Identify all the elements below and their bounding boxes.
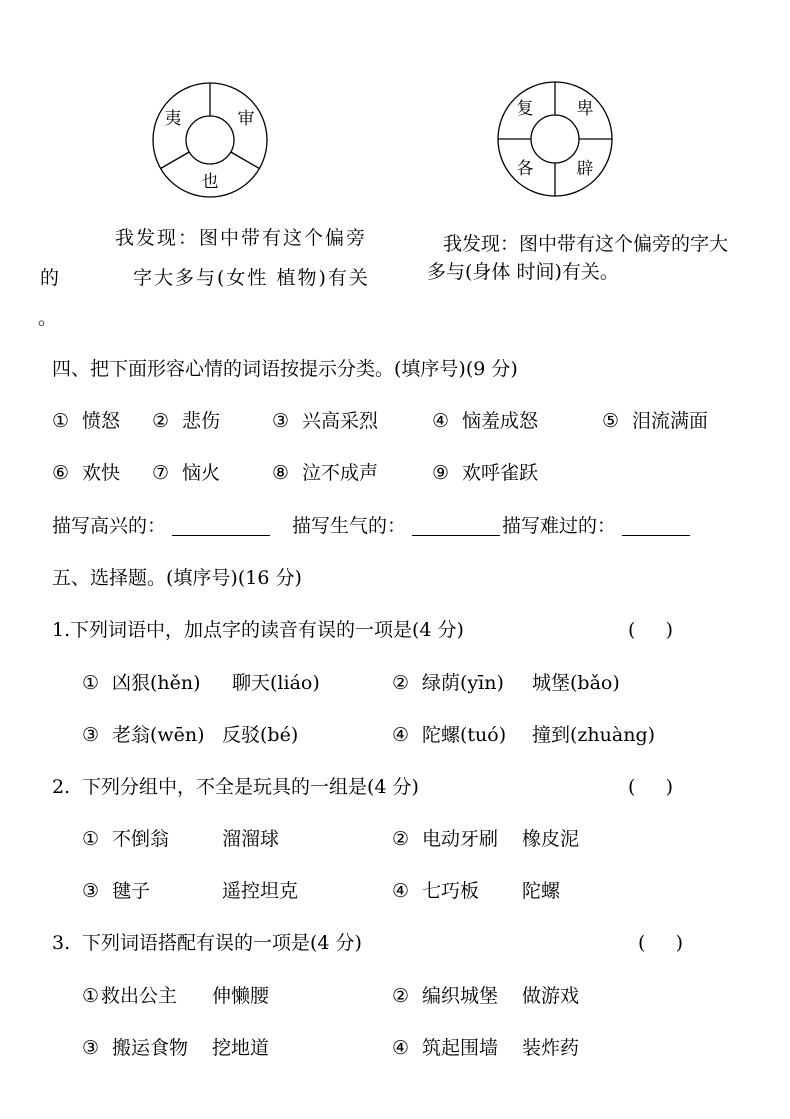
radical-wheel-right xyxy=(490,74,620,204)
word-num: ④ xyxy=(432,410,450,432)
option-word-b: 反驳(bé) xyxy=(222,724,299,746)
option-word-b: 溜溜球 xyxy=(222,828,280,850)
word-text: 悲伤 xyxy=(182,410,221,432)
option-num: ② xyxy=(392,828,410,850)
finding-left-line2-prefix: 的 xyxy=(40,267,60,289)
option-word-b: 遥控坦克 xyxy=(222,880,299,902)
wheel-right-inner-circle xyxy=(531,115,579,163)
question-number: 2. xyxy=(52,776,71,798)
wheel-left-inner-circle xyxy=(186,116,234,164)
option-word-a: 搬运食物 xyxy=(112,1037,189,1059)
option-num: ① xyxy=(82,985,100,1007)
word-text: 兴高采烈 xyxy=(302,410,379,432)
finding-right-line1: 我发现：图中带有这个偏旁的字大 xyxy=(443,233,729,255)
finding-right-line2: 多与(身体 时间)有关。 xyxy=(427,261,619,283)
word-text: 泣不成声 xyxy=(302,462,379,484)
option-word-a: 绿荫(yīn) xyxy=(422,672,504,694)
option-word-b: 橡皮泥 xyxy=(522,828,580,850)
word-text: 恼羞成怒 xyxy=(462,410,539,432)
option-num: ③ xyxy=(82,880,100,902)
question-number: 3. xyxy=(52,932,71,954)
option-word-b: 伸懒腰 xyxy=(212,985,270,1007)
word-text: 恼火 xyxy=(182,462,221,484)
wheel-left-spoke-lower-right xyxy=(231,152,260,169)
question-stem: 下列分组中，不全是玩具的一组是(4 分) xyxy=(82,776,419,798)
wheel-right-char-1: 复 xyxy=(516,99,534,119)
word-text: 愤怒 xyxy=(82,410,121,432)
wheel-right-char-4: 辟 xyxy=(576,159,594,179)
word-text: 泪流满面 xyxy=(632,410,709,432)
option-num: ④ xyxy=(392,1037,410,1059)
option-word-a: 救出公主 xyxy=(101,985,178,1007)
option-word-a: 凶狠(hěn) xyxy=(112,672,201,694)
word-num: ① xyxy=(52,410,70,432)
option-word-a: 老翁(wēn) xyxy=(112,724,205,746)
finding-left-line2: 字大多与(女性 植物)有关 xyxy=(133,267,370,289)
wheel-left-char-3: 也 xyxy=(201,172,219,192)
answer-blank-sad xyxy=(622,535,690,536)
option-word-b: 挖地道 xyxy=(212,1037,270,1059)
option-word-b: 陀螺 xyxy=(522,880,561,902)
wheel-right-char-3: 各 xyxy=(516,159,534,179)
finding-left-line1: 我发现：图中带有这个偏旁 xyxy=(115,227,368,249)
option-word-a: 七巧板 xyxy=(422,880,480,902)
option-word-a: 毽子 xyxy=(112,880,151,902)
option-num: ④ xyxy=(392,724,410,746)
option-word-a: 电动牙刷 xyxy=(422,828,499,850)
option-word-a: 筑起围墙 xyxy=(422,1037,499,1059)
option-word-b: 聊天(liáo) xyxy=(232,672,320,694)
section5-title: 五、选择题。(填序号)(16 分) xyxy=(52,567,302,589)
section4-title: 四、把下面形容心情的词语按提示分类。(填序号)(9 分) xyxy=(52,358,518,380)
word-num: ⑦ xyxy=(152,462,170,484)
word-num: ③ xyxy=(272,410,290,432)
wheel-left-spoke-lower-left xyxy=(161,152,190,169)
wheel-right-char-2: 卑 xyxy=(576,99,594,119)
question-number: 1. xyxy=(52,619,71,641)
option-word-b: 装炸药 xyxy=(522,1037,580,1059)
option-num: ② xyxy=(392,985,410,1007)
radical-wheel-left xyxy=(145,75,275,205)
word-num: ⑥ xyxy=(52,462,70,484)
question-stem: 下列词语中，加点字的读音有误的一项是(4 分) xyxy=(70,619,464,641)
word-num: ⑧ xyxy=(272,462,290,484)
answer-paren: ( ) xyxy=(638,932,684,954)
word-num: ② xyxy=(152,410,170,432)
option-word-a: 编织城堡 xyxy=(422,985,499,1007)
option-word-a: 陀螺(tuó) xyxy=(422,724,507,746)
category-label-angry: 描写生气的： xyxy=(292,515,407,537)
option-num: ① xyxy=(82,828,100,850)
option-num: ③ xyxy=(82,1037,100,1059)
category-label-sad: 描写难过的： xyxy=(502,515,617,537)
option-num: ③ xyxy=(82,724,100,746)
category-label-happy: 描写高兴的： xyxy=(52,515,167,537)
wheel-left-char-2: 审 xyxy=(237,109,255,129)
option-word-a: 不倒翁 xyxy=(112,828,170,850)
question-stem: 下列词语搭配有误的一项是(4 分) xyxy=(82,932,362,954)
answer-paren: ( ) xyxy=(628,776,674,798)
option-word-b: 做游戏 xyxy=(522,985,580,1007)
wheel-left-char-1: 夷 xyxy=(164,109,182,129)
word-num: ⑨ xyxy=(432,462,450,484)
finding-left-line3: 。 xyxy=(38,307,58,329)
answer-paren: ( ) xyxy=(628,619,674,641)
option-word-b: 撞到(zhuàng) xyxy=(532,724,656,746)
answer-blank-happy xyxy=(172,535,270,536)
option-num: ④ xyxy=(392,880,410,902)
word-text: 欢快 xyxy=(82,462,121,484)
option-num: ① xyxy=(82,672,100,694)
word-text: 欢呼雀跃 xyxy=(462,462,539,484)
word-num: ⑤ xyxy=(602,410,620,432)
option-word-b: 城堡(bǎo) xyxy=(532,672,620,694)
option-num: ② xyxy=(392,672,410,694)
answer-blank-angry xyxy=(412,535,500,536)
